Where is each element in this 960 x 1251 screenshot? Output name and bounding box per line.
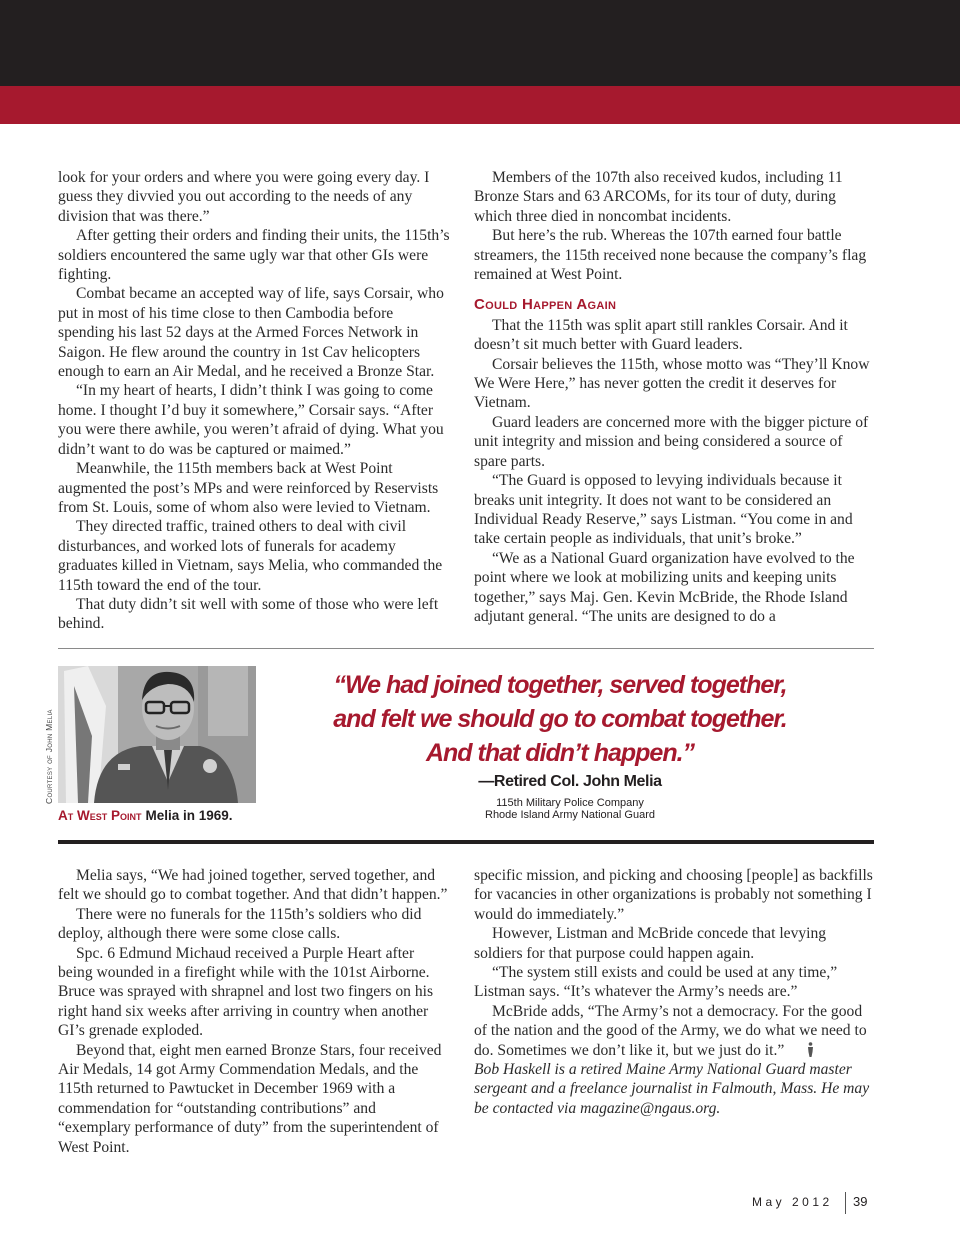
paragraph: Melia says, “We had joined together, served together, and felt we should go to combat together. And that didn’t happen.”: [58, 867, 448, 904]
paragraph: That duty didn’t sit well with some of those who were left behind.: [58, 595, 439, 633]
section-subhead: Could Happen Again: [474, 296, 617, 314]
paragraph: “The system still exists and could be used at any time,” Listman says. “It’s whatever the Army’s needs are.”: [474, 964, 838, 1001]
paragraph: “We as a National Guard organization have evolved to the point where we look at mobilizing units and keeping units together,” says Maj. Gen. Kevin McBride, the Rhode Island adjutant general. “The units are designed to do a: [474, 549, 855, 625]
paragraph: After getting their orders and finding their units, the 115th’s soldiers encountered the same ugly war that other GIs were fighting.: [58, 227, 450, 284]
paragraph: Members of the 107th also received kudos, including 11 Bronze Stars and 63 ARCOMs, for its tour of duty, during which three died in noncombat incidents.: [474, 169, 843, 225]
page-number: 39: [853, 1194, 868, 1209]
paragraph: That the 115th was split apart still rankles Corsair. And it doesn’t sit much better with Guard leaders.: [474, 316, 848, 354]
paragraph: Meanwhile, the 115th members back at West Point augmented the post’s MPs and were reinforced by Reservists from St. Louis, some of whom also were levied to Vietnam.: [58, 460, 439, 516]
divider-rule: [58, 648, 874, 649]
paragraph: Beyond that, eight men earned Bronze Stars, four received Air Medals, 14 got Army Commendation Medals, and the 115th returned to Pawtucket in December 1969 with a commendation for “outstanding contributions” and “exemplary performance of duty” from the superintendent of West Point.: [58, 1041, 442, 1156]
portrait-illustration: [58, 666, 256, 803]
attribution-unit: 115th Military Police Company: [496, 797, 644, 809]
pull-quote-line: “We had joined together, served together,: [333, 671, 787, 699]
paragraph: specific mission, and picking and choosing [people] as backfills for vacancies in other organizations is probably not something I would do immediately.”: [474, 867, 873, 923]
article-column-bottom-left: [58, 866, 450, 1157]
paragraph: “The Guard is opposed to levying individuals because it breaks unit integrity. It does not want to be considered an Individual Ready Reserve,” says Listman. “You come in and take certain people as individuals, that unit’s broke.”: [474, 472, 853, 548]
paragraph: Guard leaders are concerned more with the bigger picture of unit integrity and mission and being considered a source of spare parts.: [474, 413, 869, 470]
pull-quote-line: And that didn’t happen.”: [425, 739, 695, 767]
header-black-band: [0, 0, 960, 86]
paragraph: They directed traffic, trained others to deal with civil disturbances, and worked lots of funerals for academy graduates killed in Vietnam, says Melia, who commanded the 115th toward the end of the tour.: [58, 518, 443, 594]
pull-quote-attribution: [470, 773, 670, 821]
paragraph: “In my heart of hearts, I didn’t think I was going to come home. I thought I’d buy it somewhere,” Corsair says. “After you were there awhile, you weren’t afraid of dying. What you didn’t want to do was be captured or maimed.”: [58, 382, 444, 458]
pull-quote-line: and felt we should go to combat together.: [333, 705, 787, 733]
photo-caption: [58, 808, 358, 823]
melia-photo: [58, 666, 256, 803]
paragraph: Spc. 6 Edmund Michaud received a Purple Heart after being wounded in a firefight while with the 101st Airborne. Bruce was sprayed with shrapnel and lost two fingers on his right hand six weeks after arriving in country when another GI’s grenade exploded.: [58, 944, 434, 1040]
article-column-bottom-right: [474, 866, 874, 1118]
divider-rule-thick: [58, 840, 874, 844]
author-bio: Bob Haskell is a retired Maine Army National Guard master sergeant and a freelance journalist in Falmouth, Mass. He may be contacted via magazine@ngaus.org.: [474, 1061, 870, 1117]
paragraph: However, Listman and McBride concede that levying soldiers for that purpose could happen again.: [474, 925, 827, 962]
paragraph-text: McBride adds, “The Army’s not a democracy. For the good of the nation and the good of the Army, we do what we need to do. Sometimes we don’t like it, but we just do it.”: [474, 1002, 867, 1059]
article-column-top-left: [58, 168, 450, 634]
issue-date: May 2012: [752, 1195, 833, 1209]
folio-separator: [845, 1192, 846, 1214]
paragraph: But here’s the rub. Whereas the 107th earned four battle streamers, the 115th received none because the company’s flag remained at West Point.: [474, 227, 867, 284]
paragraph: Corsair believes the 115th, whose motto was “They’ll Know We Were Here,” has never gotten the credit it deserves for Vietnam.: [474, 355, 870, 412]
paragraph: There were no funerals for the 115th’s soldiers who did deploy, although there were some close calls.: [58, 905, 422, 943]
attribution-name: —Retired Col. John Melia: [478, 773, 662, 790]
article-column-top-right: [474, 168, 874, 626]
attribution-org: Rhode Island Army National Guard: [485, 809, 655, 821]
paragraph: look for your orders and where you were going every day. I guess they divvied you out according to the needs of any division that was there.”: [58, 169, 430, 225]
caption-lead: At West Point: [58, 808, 142, 823]
pull-quote: [330, 668, 790, 770]
end-mark-icon: [789, 1042, 796, 1057]
paragraph: Combat became an accepted way of life, says Corsair, who put in most of his time close to then Cambodia before spending his last 52 days at the Armed Forces Network in Saigon. He flew around the country in 1st Cav helicopters enough to earn an Air Medal, and he received a Bronze Star.: [58, 285, 444, 381]
paragraph-final: [474, 1002, 874, 1060]
header-red-band: [0, 86, 960, 124]
caption-text: Melia in 1969.: [145, 808, 233, 823]
